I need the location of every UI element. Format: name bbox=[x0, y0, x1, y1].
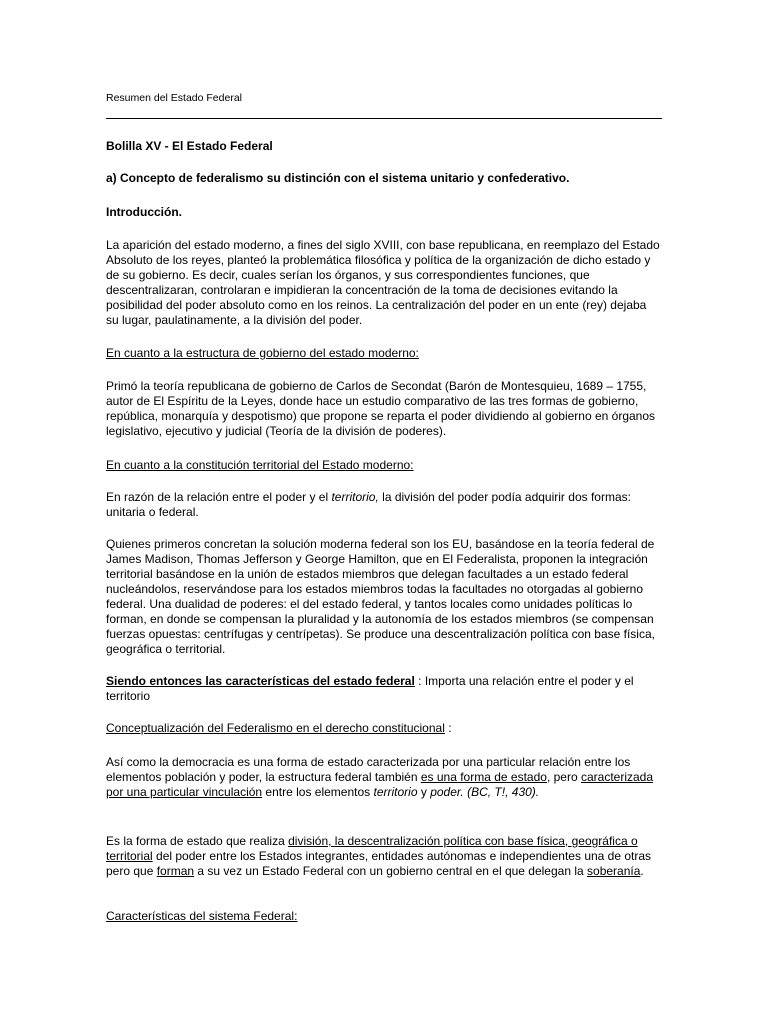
subheading-territorial: En cuanto a la constitución territorial del Estado moderno: bbox=[106, 458, 414, 472]
header-divider bbox=[106, 118, 662, 119]
document-title: Bolilla XV - El Estado Federal bbox=[106, 139, 273, 153]
paragraph-intro: La aparición del estado moderno, a fines del siglo XVIII, con base republicana, en reemplazo del Estado Absoluto de los reyes, planteó la problemática filosófica y política de la organización de dicho estado y de su gobierno. Es decir, cuales serían los órganos, y sus correspondientes funciones, que descentralizaran, controlaran e impidieran la concentración de la toma de decisiones evitando la posibilidad del poder absoluto como en los reinos. La centralización del poder en un ente (rey) dejaba su lugar, paulatinamente, a la división del poder. bbox=[106, 238, 660, 327]
paragraph-caracteristicas-estado: Siendo entonces las características del estado federal : Importa una relación entre el poder y el territorio bbox=[106, 674, 634, 703]
paragraph-territorio: En razón de la relación entre el poder y el territorio, la división del poder podía adquirir dos formas: unitaria o federal. bbox=[106, 490, 631, 519]
paragraph-conceptualizacion: Conceptualización del Federalismo en el derecho constitucional : bbox=[106, 721, 452, 735]
subheading-caracteristicas: Características del sistema Federal: bbox=[106, 909, 298, 923]
paragraph-montesquieu: Primó la teoría republicana de gobierno de Carlos de Secondat (Barón de Montesquieu, 1689 – 1755, autor de El Espíritu de la Leyes, donde hace un estudio comparativo de las tres formas de gobierno, república, monarquía y despotismo) que propone se reparta el poder dividiendo al gobierno en órganos legislativo, ejecutivo y judicial (Teoría de la división de poderes). bbox=[106, 379, 656, 438]
intro-heading: Introducción. bbox=[106, 205, 182, 219]
paragraph-federalista: Quienes primeros concretan la solución moderna federal son los EU, basándose en la teoría federal de James Madison, Thomas Jefferson y George Hamilton, que en El Federalista, proponen la integración territorial basándose en la unión de estados miembros que delegan facultades a un estado federal nucleándolos, reservándose para los estados miembros todas la facultades no otorgadas al gobierno federal. Una dualidad de poderes: el del estado federal, y tantos locales como unidades políticas lo forman, en donde se compensan la pluralidad y la autonomía de los estados miembros (se compensan fuerzas opuestas: centrífugas y centrípetas). Se produce una descentralización política con base física, geográfica o territorial. bbox=[106, 537, 655, 656]
subheading-estructura: En cuanto a la estructura de gobierno del estado moderno: bbox=[106, 346, 419, 360]
section-heading: a) Concepto de federalismo su distinción con el sistema unitario y confederativo. bbox=[106, 171, 570, 185]
running-header: Resumen del Estado Federal bbox=[106, 92, 242, 104]
paragraph-forma-estado: Es la forma de estado que realiza división, la descentralización política con base física, geográfica o territorial del poder entre los Estados integrantes, entidades autónomas e independientes una de otras pero que forman a su vez un Estado Federal con un gobierno central en el que delegan la soberanía. bbox=[106, 834, 652, 878]
paragraph-democracia: Así como la democracia es una forma de estado caracterizada por una particular relación entre los elementos población y poder, la estructura federal también es una forma de estado, pero caracterizada por una particular vinculación entre los elementos territorio y poder. (BC, T!, 430). bbox=[106, 755, 654, 799]
